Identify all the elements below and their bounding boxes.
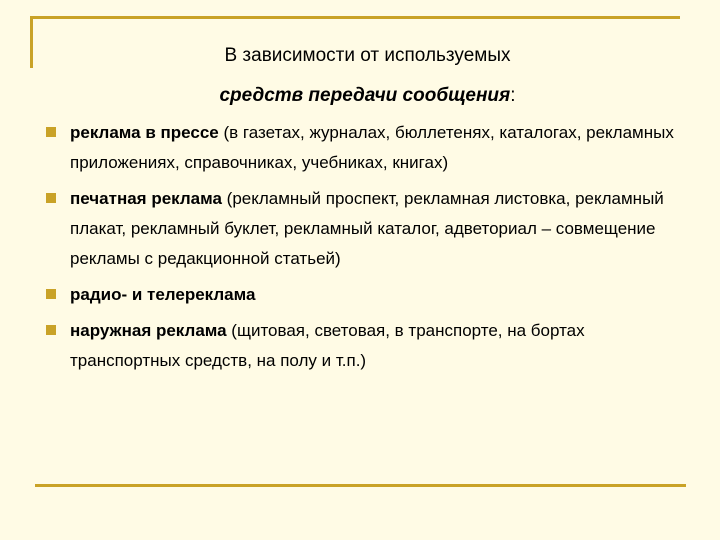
item-text: (щитовая, световая, в транспорте, на бортах транспортных средств, на полу и т.п.) <box>70 321 585 370</box>
item-text: (в газетах, журналах, бюллетенях, каталогах, рекламных приложениях, справочниках, учебниках, книгах) <box>70 123 674 172</box>
square-bullet-icon <box>46 193 56 203</box>
item-text: (рекламный проспект, рекламная листовка, рекламный плакат, рекламный буклет, рекламный каталог, адветориал – совмещение рекламы с редакционной статьей) <box>70 189 664 268</box>
item-heading: радио- и телереклама <box>70 285 256 304</box>
list-item <box>46 184 686 274</box>
bullet-list <box>46 118 686 382</box>
bottom-divider <box>35 484 686 487</box>
list-item <box>46 316 686 376</box>
square-bullet-icon <box>46 325 56 335</box>
list-item <box>46 118 686 178</box>
title-line-2 <box>0 76 720 116</box>
slide-title <box>0 36 720 116</box>
square-bullet-icon <box>46 289 56 299</box>
item-heading: реклама в прессе <box>70 123 219 142</box>
item-heading: печатная реклама <box>70 189 222 208</box>
square-bullet-icon <box>46 127 56 137</box>
top-divider <box>30 16 680 19</box>
title-colon: : <box>510 85 516 106</box>
title-emphasis: средств передачи сообщения <box>219 85 511 106</box>
list-item <box>46 280 686 310</box>
title-line-1: В зависимости от используемых <box>224 45 511 66</box>
item-heading: наружная реклама <box>70 321 227 340</box>
